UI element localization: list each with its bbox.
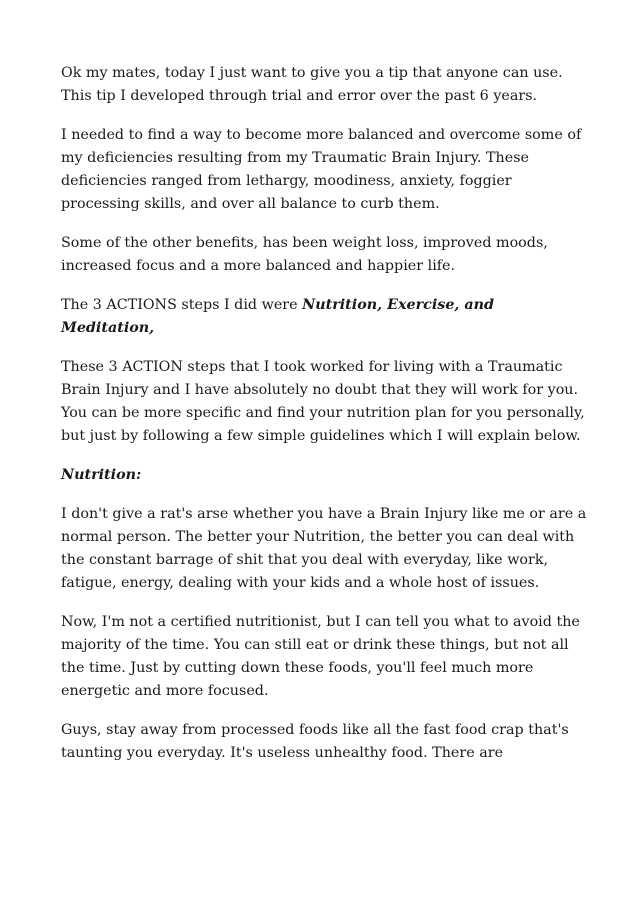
intro-paragraph: Ok my mates, today I just want to give you a tip that anyone can use. This tip I developed through trial and error over the past 6 years. [61,65,563,104]
benefits-paragraph: Some of the other benefits, has been weight loss, improved moods, increased focus and a more balanced and happier life. [61,235,548,274]
nutrition-paragraph-3: Guys, stay away from processed foods like all the fast food crap that's taunting you everyday. It's useless unhealthy food. There are [61,722,569,761]
nutrition-heading: Nutrition: [61,467,142,483]
action-steps-emphasis: Nutrition, Exercise, and Meditation, [61,297,495,336]
action-steps-detail-paragraph: These 3 ACTION steps that I took worked for living with a Traumatic Brain Injury and I have absolutely no doubt that they will work for you. You can be more specific and find your nutrition plan for you personally, but just by following a few simple guidelines which I will explain below. [61,359,585,444]
action-steps-lead: The 3 ACTIONS steps I did were [61,297,303,313]
nutrition-paragraph-2: Now, I'm not a certified nutritionist, but I can tell you what to avoid the majority of the time. You can still eat or drink these things, but not all the time. Just by cutting down these foods, you'll feel much more energetic and more focused. [61,614,580,699]
document-body [61,62,591,781]
action-steps-paragraph [61,294,591,340]
nutrition-paragraph-1: I don't give a rat's arse whether you have a Brain Injury like me or are a normal person. The better your Nutrition, the better you can deal with the constant barrage of shit that you deal with everyday, like work, fatigue, energy, dealing with your kids and a whole host of issues. [61,506,587,591]
deficiencies-paragraph: I needed to find a way to become more balanced and overcome some of my deficiencies resulting from my Traumatic Brain Injury. These deficiencies ranged from lethargy, moodiness, anxiety, foggier processing skills, and over all balance to curb them. [61,127,582,212]
